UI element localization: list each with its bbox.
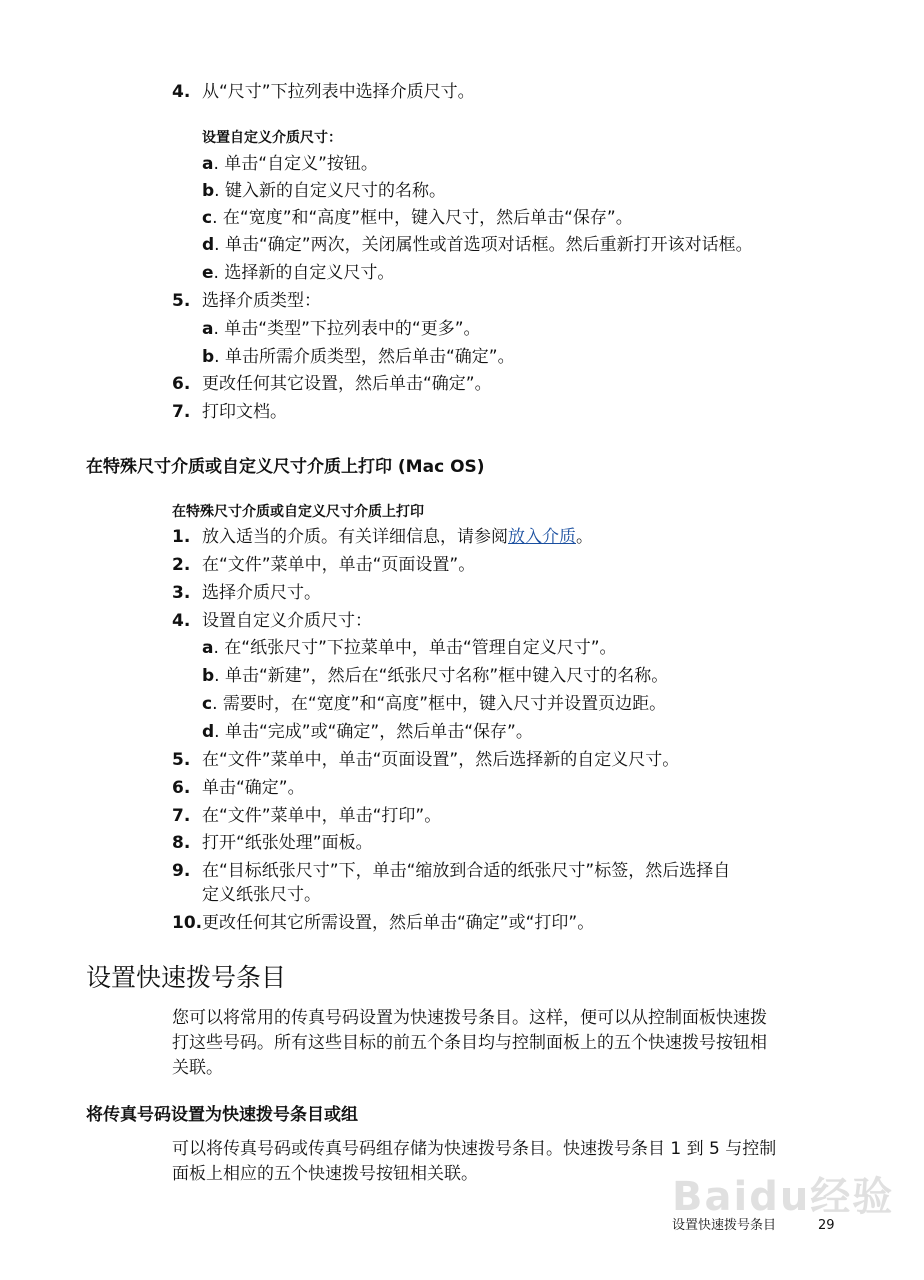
substep-a: a. 单击“类型”下拉列表中的“更多”。 — [202, 319, 481, 339]
mac-substep-c: c. 需要时，在“宽度”和“高度”框中，键入尺寸并设置页边距。 — [202, 694, 667, 714]
speed-dial-intro-line-2: 打这些号码。所有这些目标的前五个条目均与控制面板上的五个快速拨号按钮相 — [172, 1033, 767, 1053]
mac-substep-a: a. 在“纸张尺寸”下拉菜单中，单击“管理自定义尺寸”。 — [202, 638, 617, 658]
mac-step-8: 8. 打开“纸张处理”面板。 — [172, 833, 373, 853]
mac-step-9-continuation: 定义纸张尺寸。 — [202, 885, 321, 905]
substep-c: c. 在“宽度”和“高度”框中，键入尺寸，然后单击“保存”。 — [202, 208, 633, 228]
mac-section-heading: 在特殊尺寸介质或自定义尺寸介质上打印 (Mac OS) — [86, 457, 485, 477]
mac-step-6: 6. 单击“确定”。 — [172, 778, 305, 798]
speed-dial-intro-line-3: 关联。 — [172, 1058, 223, 1078]
mac-substep-d: d. 单击“完成”或“确定”，然后单击“保存”。 — [202, 722, 533, 742]
mac-step-1: 1. 放入适当的介质。有关详细信息，请参阅放入介质。 — [172, 527, 593, 547]
mac-step-2: 2. 在“文件”菜单中，单击“页面设置”。 — [172, 555, 476, 575]
watermark-logo: Baidu经验 — [672, 1174, 895, 1220]
speed-dial-body-line-1: 可以将传真号码或传真号码组存储为快速拨号条目。快速拨号条目 1 到 5 与控制 — [172, 1139, 777, 1159]
speed-dial-body-line-2: 面板上相应的五个快速拨号按钮相关联。 — [172, 1164, 478, 1184]
substep-e: e. 选择新的自定义尺寸。 — [202, 263, 395, 283]
page-number: 29 — [818, 1218, 835, 1233]
substep-b: b. 单击所需介质类型，然后单击“确定”。 — [202, 347, 515, 367]
step-5: 5. 选择介质类型： — [172, 291, 321, 311]
mac-step-7: 7. 在“文件”菜单中，单击“打印”。 — [172, 806, 442, 826]
substep-a: a. 单击“自定义”按钮。 — [202, 154, 378, 174]
substep-d: d. 单击“确定”两次，关闭属性或首选项对话框。然后重新打开该对话框。 — [202, 235, 753, 255]
speed-dial-subheading: 将传真号码设置为快速拨号条目或组 — [86, 1105, 358, 1125]
speed-dial-title: 设置快速拨号条目 — [86, 963, 287, 992]
mac-step-3: 3. 选择介质尺寸。 — [172, 583, 321, 603]
footer-section-title: 设置快速拨号条目 — [672, 1218, 777, 1233]
speed-dial-intro-line-1: 您可以将常用的传真号码设置为快速拨号条目。这样，便可以从控制面板快速拨 — [172, 1008, 767, 1028]
step-7: 7. 打印文档。 — [172, 402, 287, 422]
step-4: 4. 从“尺寸”下拉列表中选择介质尺寸。 — [172, 82, 475, 102]
load-media-link[interactable]: 放入介质 — [508, 527, 576, 547]
mac-step-9: 9. 在“目标纸张尺寸”下，单击“缩放到合适的纸张尺寸”标签，然后选择自 — [172, 861, 731, 881]
mac-step-10: 10.更改任何其它所需设置，然后单击“确定”或“打印”。 — [172, 913, 595, 933]
mac-substep-b: b. 单击“新建”，然后在“纸张尺寸名称”框中键入尺寸的名称。 — [202, 666, 669, 686]
substep-b: b. 键入新的自定义尺寸的名称。 — [202, 181, 446, 201]
mac-sub-heading: 在特殊尺寸介质或自定义尺寸介质上打印 — [172, 504, 424, 520]
mac-step-5: 5. 在“文件”菜单中，单击“页面设置”，然后选择新的自定义尺寸。 — [172, 750, 680, 770]
page-footer — [672, 1217, 835, 1235]
mac-step-4: 4. 设置自定义介质尺寸： — [172, 611, 372, 631]
sub-heading-custom-size: 设置自定义介质尺寸： — [202, 130, 342, 146]
step-6: 6. 更改任何其它设置，然后单击“确定”。 — [172, 374, 492, 394]
